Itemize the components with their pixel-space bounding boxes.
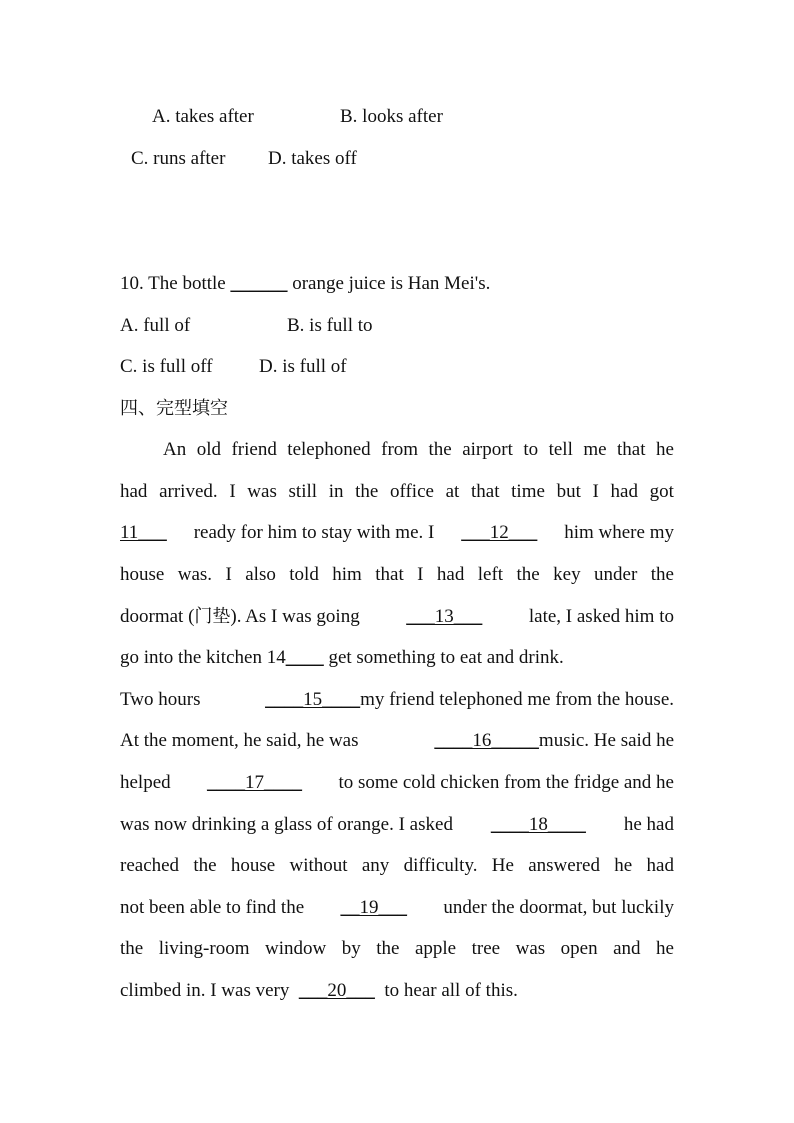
word: apple [414, 938, 457, 959]
answer-blank: ___20___ [298, 980, 375, 1001]
word: he [656, 938, 674, 959]
word: that [617, 439, 646, 460]
passage-text: to hear all of this. [384, 980, 518, 1001]
word: the [120, 938, 144, 959]
word: living-room [158, 938, 250, 959]
word: without [289, 855, 348, 876]
passage-line [120, 688, 674, 712]
passage-text: him where my [564, 522, 674, 543]
chinese-gloss: 门垫 [194, 606, 231, 627]
word: arrived. [159, 481, 218, 502]
word: any [361, 855, 390, 876]
word: tell [548, 439, 573, 460]
passage-text [120, 937, 674, 961]
passage-text: under the doormat, but luckily [443, 897, 674, 918]
passage-text: Two hours [120, 689, 201, 710]
word: house [120, 564, 165, 585]
word: was [515, 938, 546, 959]
word: was [247, 481, 277, 502]
word: he [656, 439, 674, 460]
word: by [341, 938, 361, 959]
word: he [614, 855, 633, 876]
passage-line [120, 480, 674, 504]
word: old [196, 439, 221, 460]
word: the [650, 564, 674, 585]
word: left [477, 564, 504, 585]
passage-line [120, 605, 674, 629]
passage-text: climbed in. I was very [120, 980, 290, 1001]
passage-text: he had [623, 814, 674, 835]
passage-line [120, 646, 564, 670]
passage-line [120, 771, 674, 795]
option-c: C. is full off [120, 356, 213, 377]
word: to [523, 439, 539, 460]
word: told [289, 564, 319, 585]
option-a: A. full of [120, 315, 191, 336]
word: got [649, 481, 674, 502]
word: had [646, 855, 674, 876]
passage-text: not been able to find the [120, 897, 305, 918]
word: I [592, 481, 599, 502]
word: time [511, 481, 545, 502]
word: that [471, 481, 500, 502]
word: friend [231, 439, 277, 460]
passage-text [163, 438, 674, 462]
answer-blank: ___12___ [461, 522, 538, 543]
word: and [613, 938, 641, 959]
option-b: B. looks after [340, 106, 443, 127]
passage-line [120, 563, 674, 587]
answer-blank: ____16_____ [434, 730, 539, 751]
word: the [516, 564, 540, 585]
passage-line [120, 813, 674, 837]
passage-line [120, 729, 674, 753]
passage-text: my friend telephoned me from the house. [360, 689, 674, 710]
answer-blank: ____17____ [207, 772, 303, 793]
word: in [328, 481, 344, 502]
word: him [332, 564, 362, 585]
answer-blank: ____ [285, 647, 324, 668]
word: the [428, 439, 452, 460]
passage-text: helped [120, 772, 171, 793]
word: airport [462, 439, 513, 460]
question-stem-text: orange juice is Han Mei's. [287, 273, 491, 294]
word: An [163, 439, 187, 460]
answer-blank: ____15____ [265, 689, 361, 710]
word: was. [177, 564, 213, 585]
passage-text [120, 854, 674, 878]
option-b: B. is full to [287, 315, 373, 336]
answer-blank: 11___ [120, 522, 167, 543]
passage-text [120, 480, 674, 504]
passage-line [120, 521, 674, 545]
word: but [556, 481, 581, 502]
word: also [245, 564, 276, 585]
word: telephoned [287, 439, 371, 460]
passage-text: go into the kitchen 14 [120, 647, 286, 668]
passage-line [120, 937, 674, 961]
answer-blank: __19___ [340, 897, 408, 918]
question-stem-text: 10. The bottle [120, 273, 231, 294]
passage-text [120, 605, 360, 629]
passage-text: ). As I was going [230, 606, 360, 627]
option-d: D. is full of [259, 356, 347, 377]
word: I [229, 481, 236, 502]
word: the [355, 481, 379, 502]
word: from [381, 439, 419, 460]
answer-blank: ___13___ [406, 606, 483, 627]
word: house [230, 855, 276, 876]
word: open [560, 938, 598, 959]
word: window [265, 938, 327, 959]
word: difficulty. [403, 855, 478, 876]
answer-blank: ______ [230, 273, 288, 294]
word: still [288, 481, 318, 502]
word: under [594, 564, 638, 585]
word: tree [471, 938, 501, 959]
word: at [445, 481, 460, 502]
word: I [225, 564, 232, 585]
word: that [375, 564, 404, 585]
passage-line [120, 979, 518, 1003]
option-a: A. takes after [152, 106, 254, 127]
word: the [376, 938, 400, 959]
passage-text: At the moment, he said, he was [120, 730, 359, 751]
passage-line [120, 854, 674, 878]
question-10-stem [120, 272, 490, 296]
passage-text: late, I asked him to [528, 606, 674, 627]
passage-text: ready for him to stay with me. I [193, 522, 435, 543]
option-d: D. takes off [268, 148, 357, 169]
word: office [390, 481, 434, 502]
word: the [193, 855, 217, 876]
word: had [120, 481, 148, 502]
section-heading: 四、完型填空 [120, 398, 228, 419]
word: I [417, 564, 424, 585]
word: answered [528, 855, 600, 876]
answer-blank: ____18____ [490, 814, 586, 835]
word: me [583, 439, 607, 460]
passage-text: was now drinking a glass of orange. I asked [120, 814, 453, 835]
option-c: C. runs after [131, 148, 226, 169]
passage-line [120, 896, 674, 920]
passage-line [163, 438, 674, 462]
passage-text [120, 563, 674, 587]
word: reached [120, 855, 180, 876]
word: had [436, 564, 465, 585]
word: had [610, 481, 638, 502]
passage-text: music. He said he [538, 730, 674, 751]
word: He [491, 855, 514, 876]
passage-text: get something to eat and drink. [323, 647, 564, 668]
passage-text: doormat ( [120, 606, 195, 627]
word: key [553, 564, 581, 585]
passage-text: to some cold chicken from the fridge and he [338, 772, 674, 793]
